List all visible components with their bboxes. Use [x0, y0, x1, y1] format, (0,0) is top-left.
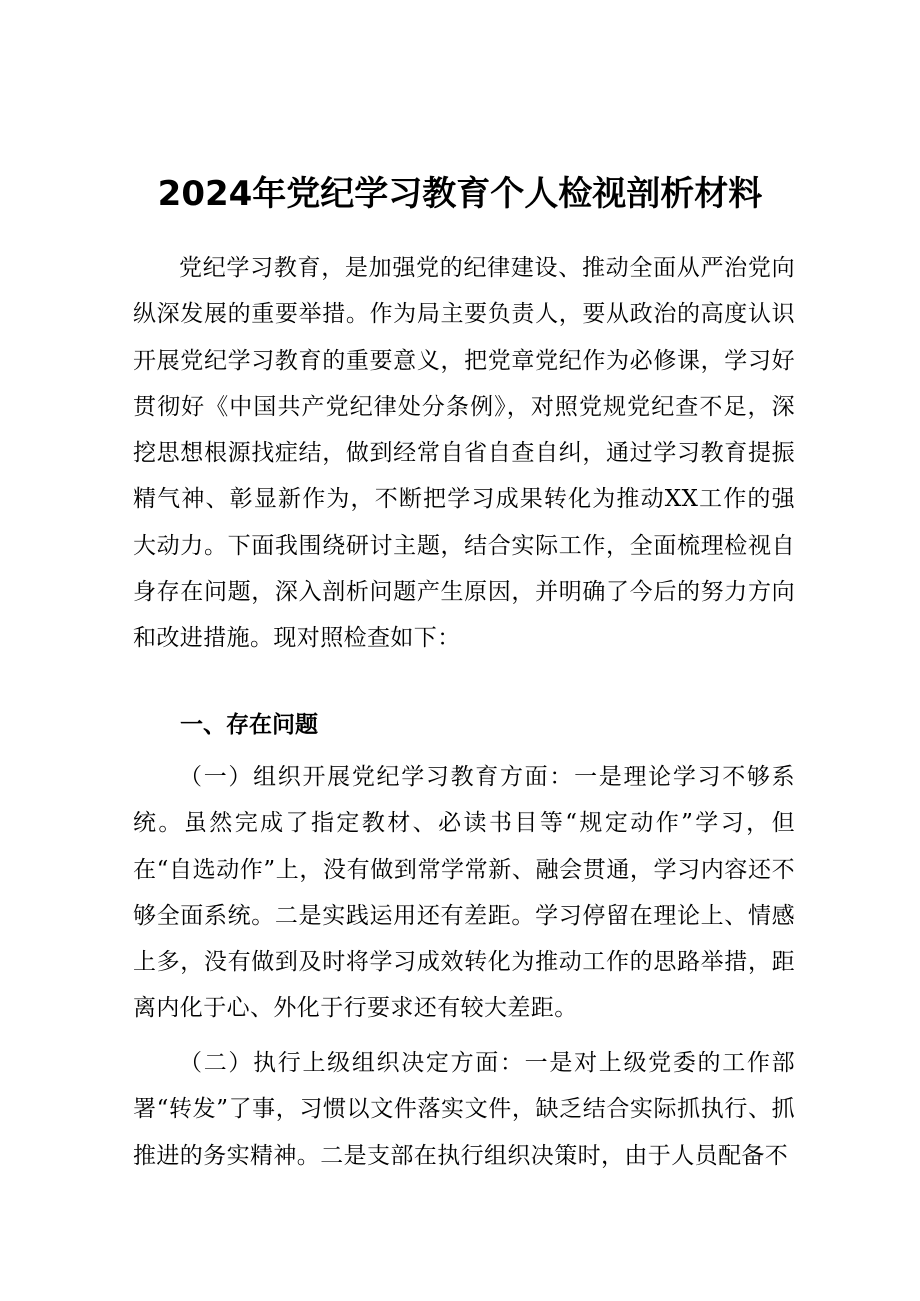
paragraph-2: （二）执行上级组织决定方面：一是对上级党委的工作部署“转发”了事，习惯以文件落实文件，缺乏结合实际抓执行、抓推进的务实精神。二是支部在执行组织决策时，由于人员配备不 [133, 1050, 795, 1169]
section-heading: 一、存在问题 [180, 712, 318, 738]
intro-paragraph: 党纪学习教育，是加强党的纪律建设、推动全面从严治党向纵深发展的重要举措。作为局主要负责人，要从政治的高度认识开展党纪学习教育的重要意义，把党章党纪作为必修课，学习好贯彻好《中国共产党纪律处分条例》，对照党规党纪查不足，深挖思想根源找症结，做到经常自省自查自纠，通过学习教育提振精气神、彰显新作为，不断把学习成果转化为推动XX工作的强大动力。下面我围绕研讨主题，结合实际工作，全面梳理检视自身存在问题，深入剖析问题产生原因，并明确了今后的努力方向和改进措施。现对照检查如下： [133, 255, 795, 652]
paragraph-1: （一）组织开展党纪学习教育方面：一是理论学习不够系统。虽然完成了指定教材、必读书目等“规定动作”学习，但在“自选动作”上，没有做到常学常新、融会贯通，学习内容还不够全面系统。二是实践运用还有差距。学习停留在理论上、情感上多，没有做到及时将学习成效转化为推动工作的思路举措，距离内化于心、外化于行要求还有较大差距。 [133, 764, 795, 1022]
document-title: 2024年党纪学习教育个人检视剖析材料 [157, 174, 763, 214]
